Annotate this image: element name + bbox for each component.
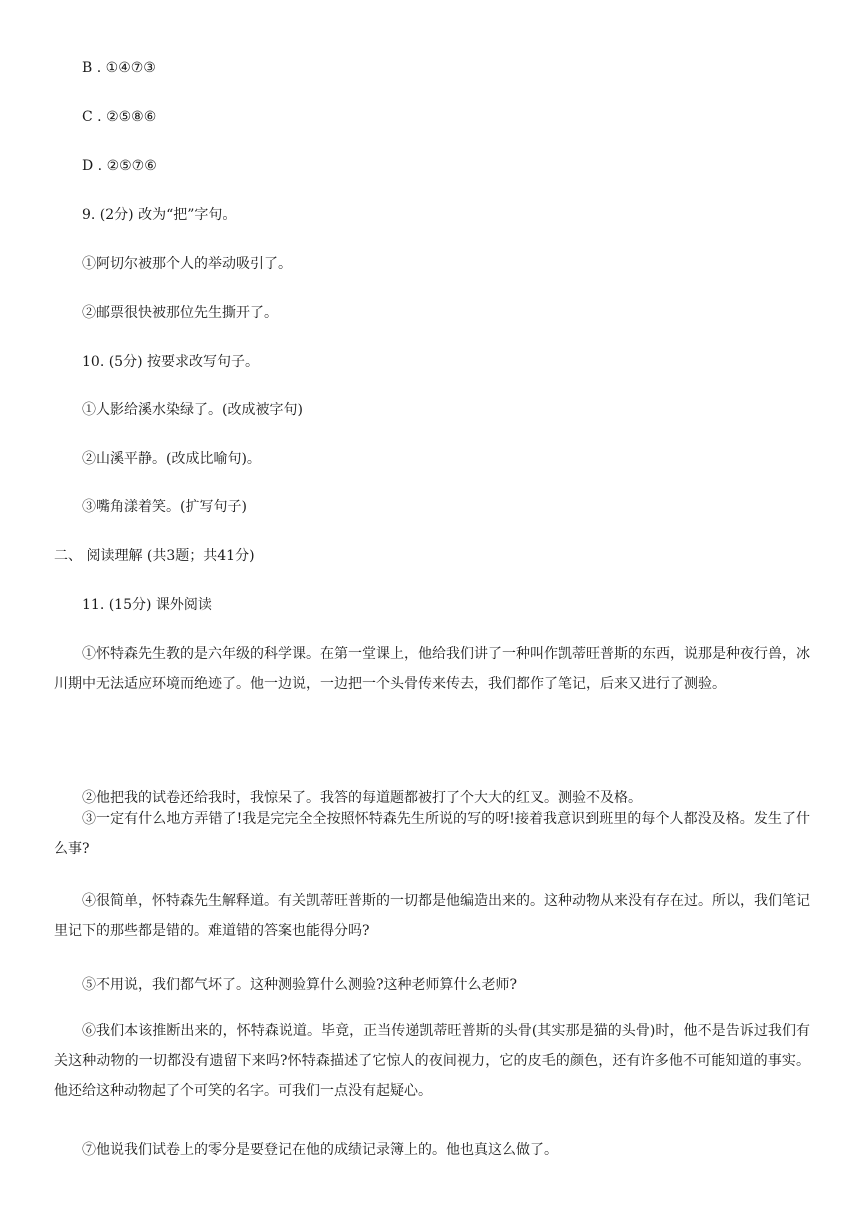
question-9-title: 9. (2分) 改为“把”字句。 <box>82 207 237 223</box>
question-10-item-3: ③嘴角漾着笑。(扩写句子) <box>82 499 247 515</box>
reading-paragraph-4: ④很简单，怀特森先生解释道。有关凯蒂旺普斯的一切都是他编造出来的。这种动物从来没有存在过。所以，我们笔记里记下的那些都是错的。难道错的答案也能得分吗? <box>54 893 810 939</box>
option-b: B . ①④⑦③ <box>82 60 156 76</box>
question-9-item-2: ②邮票很快被那位先生撕开了。 <box>82 305 278 321</box>
reading-paragraph-6: ⑥我们本该推断出来的，怀特森说道。毕竟，正当传递凯蒂旺普斯的头骨(其实那是猫的头骨)时，他不是告诉过我们有关这种动物的一切都没有遗留下来吗?怀特森描述了它惊人的夜间视力，它的皮毛的颜色，还有许多他不可能知道的事实。他还给这种动物起了个可笑的名字。可我们一点没有起疑心。 <box>54 1023 810 1099</box>
question-10-item-1: ①人影给溪水染绿了。(改成被字句) <box>82 402 303 418</box>
option-d: D . ②⑤⑦⑥ <box>82 158 157 174</box>
section-2-heading: 二、 阅读理解 (共3题；共41分) <box>54 548 255 564</box>
question-10-item-2: ②山溪平静。(改成比喻句)。 <box>82 451 261 467</box>
reading-paragraph-3: ③一定有什么地方弄错了!我是完完全全按照怀特森先生所说的写的呀!接着我意识到班里的每个人都没及格。发生了什么事? <box>54 811 810 857</box>
question-11-title: 11. (15分) 课外阅读 <box>82 597 212 613</box>
reading-paragraph-1: ①怀特森先生教的是六年级的科学课。在第一堂课上，他给我们讲了一种叫作凯蒂旺普斯的东西，说那是种夜行兽，冰川期中无法适应环境而绝迹了。他一边说，一边把一个头骨传来传去，我们都作了笔记，后来又进行了测验。 <box>54 646 810 692</box>
reading-paragraph-5: ⑤不用说，我们都气坏了。这种测验算什么测验?这种老师算什么老师? <box>82 977 518 993</box>
reading-paragraph-7: ⑦他说我们试卷上的零分是要登记在他的成绩记录簿上的。他也真这么做了。 <box>82 1142 558 1158</box>
question-10-title: 10. (5分) 按要求改写句子。 <box>82 354 259 370</box>
reading-paragraph-2: ②他把我的试卷还给我时，我惊呆了。我答的每道题都被打了个大大的红叉。测验不及格。 <box>82 790 642 806</box>
question-9-item-1: ①阿切尔被那个人的举动吸引了。 <box>82 256 292 272</box>
option-c: C . ②⑤⑧⑥ <box>82 109 157 125</box>
